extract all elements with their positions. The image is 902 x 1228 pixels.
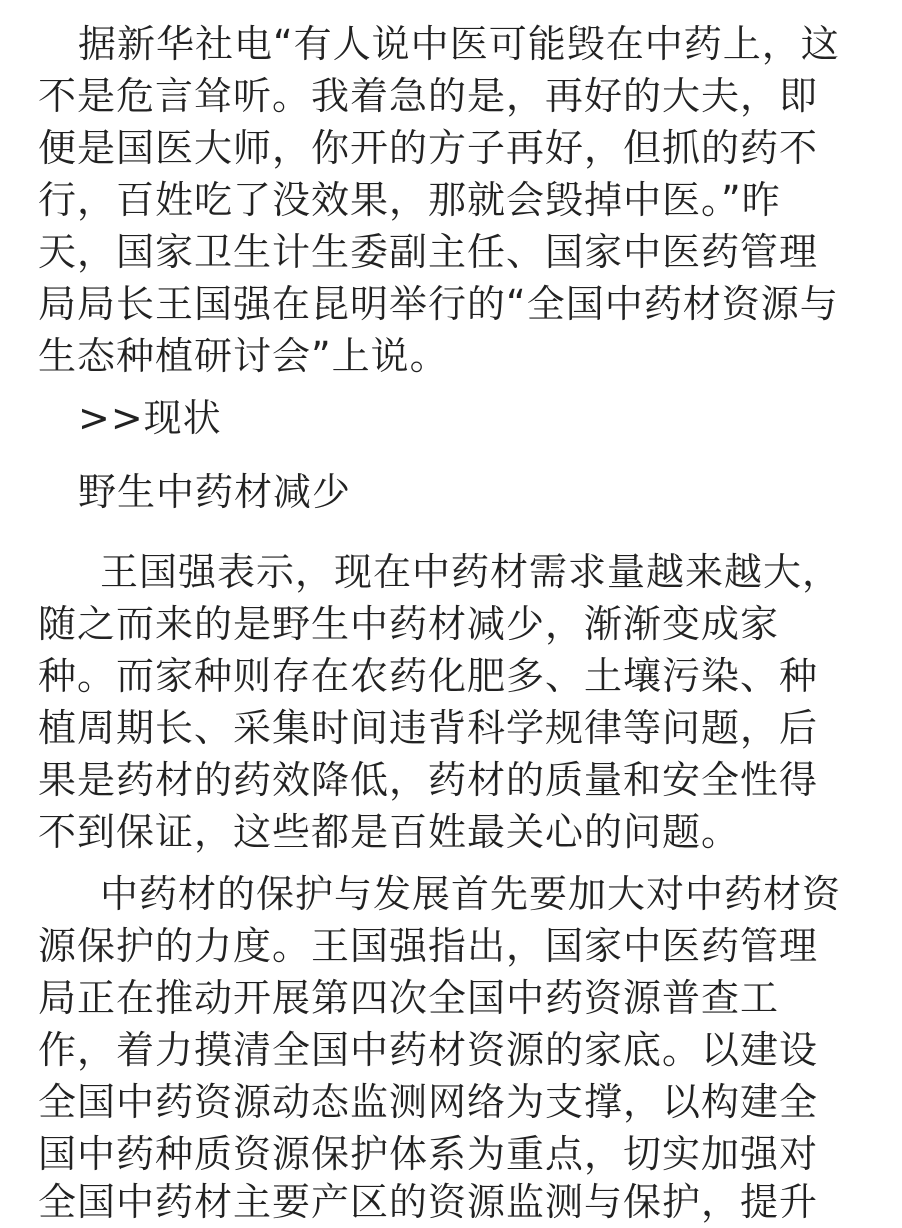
paragraph-1-line-2: 不是危言耸听。我着急的是，再好的大夫，即 (38, 74, 819, 118)
section-heading-status: >>现状 (78, 396, 222, 440)
paragraph-1-line-5: 天，国家卫生计生委副主任、国家中医药管理 (38, 230, 819, 274)
paragraph-2-line-6: 不到保证，这些都是百姓最关心的问题。 (38, 810, 741, 854)
paragraph-3-line-6: 国中药种质资源保护体系为重点，切实加强对 (38, 1132, 819, 1176)
paragraph-3-line-2: 源保护的力度。王国强指出，国家中医药管理 (38, 924, 819, 968)
paragraph-2-line-1: 王国强表示，现在中药材需求量越来越大， (100, 550, 842, 594)
paragraph-3-line-7: 全国中药材主要产区的资源监测与保护，提升 (38, 1180, 819, 1224)
paragraph-1-line-7: 生态种植研讨会”上说。 (38, 334, 449, 378)
paragraph-1-line-6: 局局长王国强在昆明举行的“全国中药材资源与 (38, 282, 839, 326)
paragraph-2-line-3: 种。而家种则存在农药化肥多、土壤污染、种 (38, 654, 819, 698)
paragraph-2-line-4: 植周期长、采集时间违背科学规律等问题，后 (38, 706, 819, 750)
paragraph-3-line-1: 中药材的保护与发展首先要加大对中药材资 (100, 872, 842, 916)
paragraph-2-line-5: 果是药材的药效降低，药材的质量和安全性得 (38, 758, 819, 802)
paragraph-3-line-5: 全国中药资源动态监测网络为支撑，以构建全 (38, 1080, 819, 1124)
paragraph-3-line-4: 作，着力摸清全国中药材资源的家底。以建设 (38, 1028, 819, 1072)
paragraph-1-line-3: 便是国医大师，你开的方子再好，但抓的药不 (38, 126, 819, 170)
subheading-wild-herbs: 野生中药材减少 (78, 470, 352, 514)
paragraph-3-line-3: 局正在推动开展第四次全国中药资源普查工 (38, 976, 780, 1020)
paragraph-1-line-4: 行，百姓吃了没效果，那就会毁掉中医。”昨 (38, 178, 781, 222)
paragraph-2-line-2: 随之而来的是野生中药材减少，渐渐变成家 (38, 602, 780, 646)
paragraph-1-line-1: 据新华社电“有人说中医可能毁在中药上，这 (78, 22, 840, 66)
